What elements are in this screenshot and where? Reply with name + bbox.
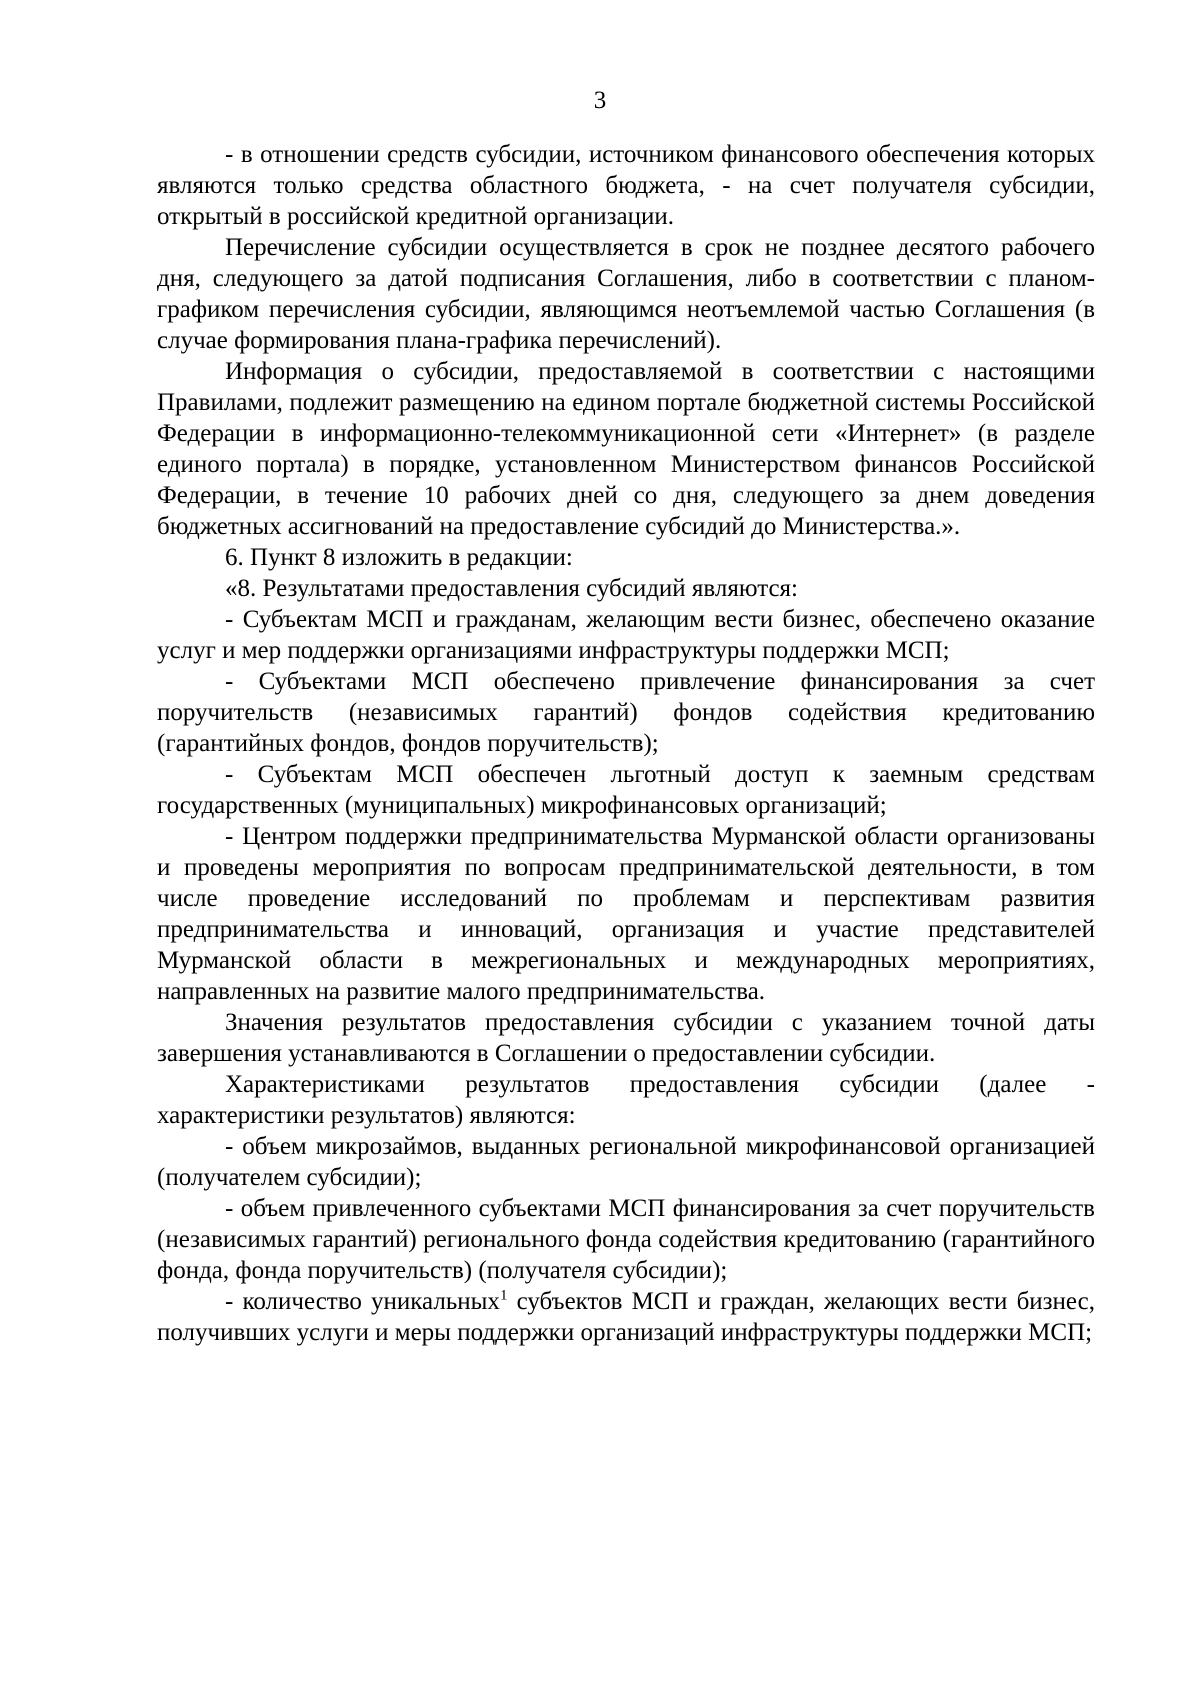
- text-fragment: субъектов МСП и граждан, желающих вести бизнес, получивших услуги и меры поддержки организаций инфраструктуры поддержки МСП;: [157, 1288, 1095, 1346]
- paragraph-information-portal: Информация о субсидии, предоставляемой в соответствии с настоящими Правилами, подлежит размещению на едином портале бюджетной системы Российской Федерации в информационно-телекоммуникационной сети «Интернет» (в разделе единого портала) в порядке, установленном Министерством финансов Российской Федерации, в течение 10 рабочих дней со дня, следующего за днем доведения бюджетных ассигнований на предоставление субсидий до Министерства.».: [157, 358, 1095, 540]
- paragraph-item-8-heading: «8. Результатами предоставления субсидий являются:: [225, 575, 798, 602]
- paragraph-result-services: - Субъектам МСП и гражданам, желающим вести бизнес, обеспечено оказание услуг и мер поддержки организациями инфраструктуры поддержки МСП;: [157, 606, 1095, 664]
- page-number: 3: [593, 87, 607, 114]
- paragraph-subsidy-account: - в отношении средств субсидии, источником финансового обеспечения которых являются только средства областного бюджета, - на счет получателя субсидии, открытый в российской кредитной организации.: [157, 141, 1095, 230]
- paragraph-characteristic-financing: - объем привлеченного субъектами МСП финансирования за счет поручительств (независимых гарантий) регионального фонда содействия кредитованию (гарантийного фонда, фонда поручительств) (получателя субсидии);: [157, 1195, 1095, 1284]
- paragraph-result-microloans: - Субъектам МСП обеспечен льготный доступ к заемным средствам государственных (муниципальных) микрофинансовых организаций;: [157, 761, 1095, 819]
- paragraph-characteristic-microloans: - объем микрозаймов, выданных региональной микрофинансовой организацией (получателем субсидии);: [157, 1133, 1095, 1191]
- paragraph-result-values: Значения результатов предоставления субсидии с указанием точной даты завершения устанавливаются в Соглашении о предоставлении субсидии.: [157, 1009, 1095, 1067]
- paragraph-item-6: 6. Пункт 8 изложить в редакции:: [225, 544, 573, 571]
- footnote-mark: 1: [499, 1287, 508, 1304]
- paragraph-result-events: - Центром поддержки предпринимательства Мурманской области организованы и проведены мероприятия по вопросам предпринимательской деятельности, в том числе проведение исследований по проблемам и перспективам развития предпринимательства и инноваций, организация и участие представителей Мурманской области в межрегиональных и международных мероприятиях, направленных на развитие малого предпринимательства.: [157, 823, 1095, 1005]
- document-body: [157, 139, 1095, 1348]
- paragraph-result-guarantees: - Субъектами МСП обеспечено привлечение финансирования за счет поручительств (независимых гарантий) фондов содействия кредитованию (гарантийных фондов, фондов поручительств);: [157, 668, 1095, 757]
- text-fragment: - количество уникальных: [225, 1288, 500, 1315]
- paragraph-transfer-term: Перечисление субсидии осуществляется в срок не позднее десятого рабочего дня, следующего за датой подписания Соглашения, либо в соответствии с планом-графиком перечисления субсидии, являющимся неотъемлемой частью Соглашения (в случае формирования плана-графика перечислений).: [157, 234, 1095, 354]
- paragraph-characteristics-heading: Характеристиками результатов предоставления субсидии (далее - характеристики результатов) являются:: [157, 1071, 1095, 1129]
- paragraph-characteristic-unique-subjects: [157, 1286, 1095, 1348]
